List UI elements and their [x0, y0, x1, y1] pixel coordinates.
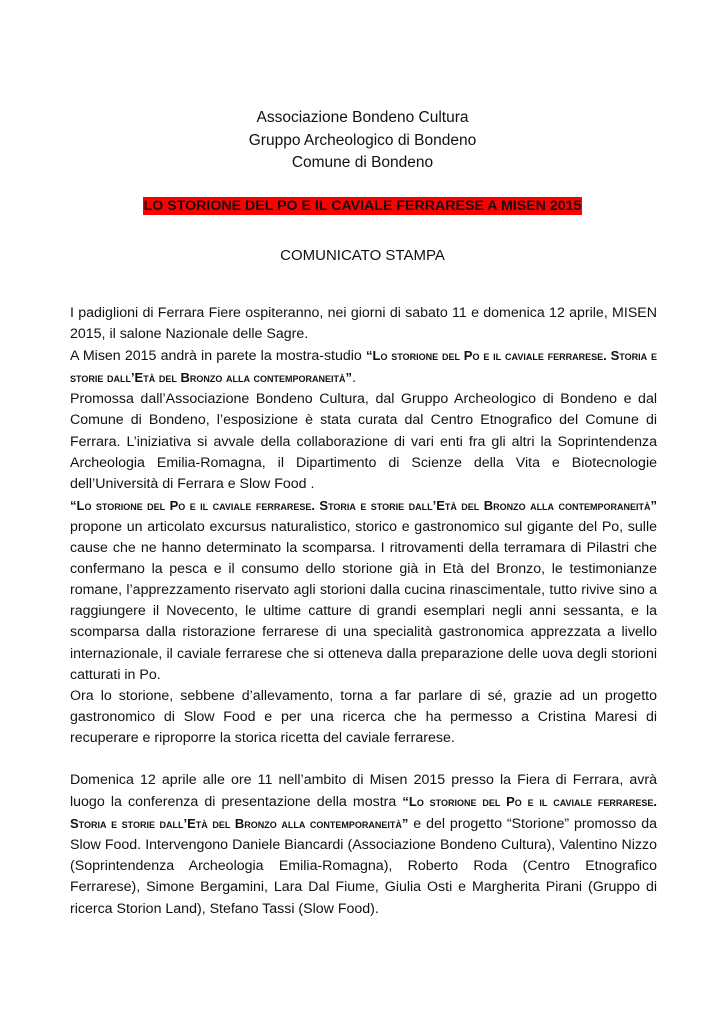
press-release-label: COMUNICATO STAMPA: [280, 247, 445, 264]
paragraph-intro: I padiglioni di Ferrara Fiere ospiteranno, nei giorni di sabato 11 e domenica 12 aprile, MISEN 2015, il salone Nazionale delle Sagre.: [70, 305, 657, 343]
headline-container: [0, 197, 725, 215]
header-group: Gruppo Archeologico di Bondeno: [248, 131, 477, 149]
header-association: Associazione Bondeno Cultura: [256, 109, 469, 126]
paragraph-promotion: Promossa dall’Associazione Bondeno Cultura, dal Gruppo Archeologico di Bondeno e dal Comune di Bondeno, l’esposizione è stata curata dal Centro Etnografico del Comune di Ferrara. L’iniziativa si avvale della collaborazione di vari enti fra gli altri la Soprintendenza Archeologia Emilia-Romagna, il Dipartimento di Scienze della Vita e Biotecnologie dell’Università di Ferrara e Slow Food .: [70, 391, 657, 492]
header-municipality: Comune di Bondeno: [291, 154, 434, 171]
paragraph-exhibition: [70, 345, 657, 389]
paragraph-text: Domenica 12 aprile alle ore 11 nell’ambito di Misen 2015 presso la Fiera di Ferrara, avrà luogo la conferenza di presentazione della mostra: [70, 771, 657, 811]
paragraph-text: e del progetto “Storione” promosso da Slow Food. Intervengono Daniele Biancardi (Associazione Bondeno Cultura), Valentino Nizzo (Soprintendenza Archeologia Emilia-Romagna), Roberto Roda (Centro Etnografico Ferrarese), Simone Bergamini, Lara Dal Fiume, Giulia Osti e Margherita Pirani (Gruppo di ricerca Storion Land), Stefano Tassi (Slow Food).: [70, 816, 657, 917]
exhibition-title: “Lo storione del Po e il caviale ferrarese. Storia e storie dall’Età del Bronzo alla contemporaneità”: [70, 348, 657, 386]
paragraph-text: .: [352, 370, 357, 387]
paragraph-description: [70, 495, 657, 686]
body-text: [70, 303, 657, 920]
paragraph-slow-food: Ora lo storione, sebbene d’allevamento, torna a far parlare di sé, grazie ad un progetto gastronomico di Slow Food e per una ricerca che ha permesso a Cristina Maresi di recuperare e riproporre la storica ricetta del caviale ferrarese.: [70, 687, 657, 746]
exhibition-title: “Lo storione del Po e il caviale ferrarese. Storia e storie dall’Età del Bronzo alla contemporaneità”: [70, 497, 657, 513]
exhibition-title: “Lo storione del Po e il caviale ferrarese. Storia e storie dall’Età del Bronzo alla contemporaneità”: [70, 794, 657, 832]
paragraph-text: propone un articolato excursus naturalistico, storico e gastronomico sul gigante del Po, sulle cause che ne hanno determinato la scomparsa. I ritrovamenti della terramara di Pilastri che confermano la pesca e il consumo dello storione già in Età del Bronzo, le testimonianze romane, l’apprezzamento riservato agli storioni dalla cucina rinascimentale, tutto rivive sino a raggiungere il Novecento, le ultime catture di grandi esemplari negli anni sessanta, e la scomparsa dalla ristorazione ferrarese di una specialità gastronomica apprezzata a livello internazionale, il caviale ferrarese che si otteneva dalla preparazione delle uova degli storioni catturati in Po.: [70, 518, 657, 683]
headline: LO STORIONE DEL PO E IL CAVIALE FERRARESE A MISEN 2015: [143, 198, 582, 214]
paragraph-text: A Misen 2015 andrà in parete la mostra-studio: [70, 348, 366, 365]
header-block: [0, 107, 725, 175]
paragraph-conference: [70, 770, 657, 920]
paragraph-spacer: [70, 749, 657, 770]
